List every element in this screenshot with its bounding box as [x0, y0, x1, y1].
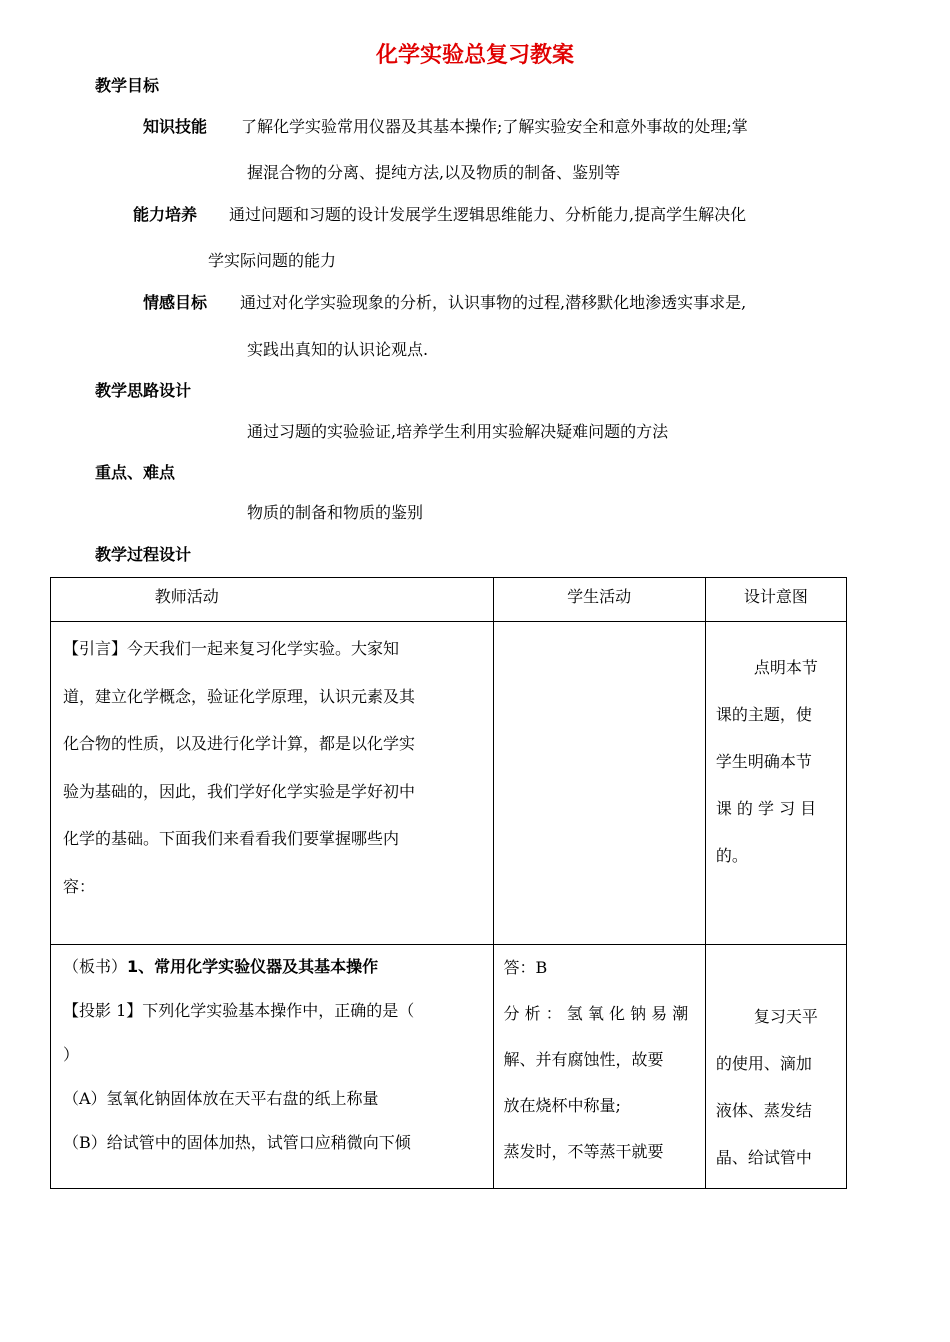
- knowledge-text-line2: 握混合物的分离、提纯方法,以及物质的制备、鉴别等: [247, 163, 621, 182]
- knowledge-text-line1: 了解化学实验常用仪器及其基本操作;了解实验安全和意外事故的处理;掌: [241, 117, 748, 136]
- student-text-line: 答：B: [503, 958, 548, 977]
- intent-text-line: 课的主题，使: [715, 705, 812, 724]
- process-heading: 教学过程设计: [95, 545, 192, 564]
- teacher-text-line: ）: [63, 1045, 80, 1064]
- document-title: 化学实验总复习教案: [375, 43, 574, 68]
- intent-text-line: 课 的 学 习 目: [715, 799, 817, 818]
- teacher-activity-cell: [51, 945, 494, 1189]
- student-activity-cell: [493, 622, 705, 945]
- teacher-text-line: 【引言】今天我们一起来复习化学实验。大家知: [63, 639, 400, 658]
- ability-text-line1: 通过问题和习题的设计发展学生逻辑思维能力、分析能力,提高学生解决化: [229, 205, 747, 224]
- design-intent-cell: [705, 945, 846, 1189]
- table-row: [51, 622, 847, 945]
- ability-label: 能力培养: [133, 205, 198, 224]
- intent-text-line: 液体、蒸发结: [715, 1101, 812, 1120]
- emotion-text-line2: 实践出真知的认识论观点.: [247, 340, 429, 359]
- teacher-text-line: 化学的基础。下面我们来看看我们要掌握哪些内: [63, 829, 400, 848]
- teacher-text-line: （B）给试管中的固体加热，试管口应稍微向下倾: [63, 1133, 411, 1152]
- intent-text-line: 学生明确本节: [715, 752, 812, 771]
- emotion-text-line1: 通过对化学实验现象的分析，认识事物的过程,潜移默化地渗透实事求是,: [240, 293, 747, 312]
- header-intent: 设计意图: [705, 578, 846, 622]
- emotion-label: 情感目标: [143, 293, 208, 312]
- teacher-text-line: 化合物的性质，以及进行化学计算，都是以化学实: [63, 734, 416, 753]
- process-table: [50, 577, 847, 1189]
- teacher-activity-cell: [51, 622, 494, 945]
- teacher-text-line: 【投影 1】下列化学实验基本操作中，正确的是（: [63, 1001, 415, 1020]
- intent-text-line: 的使用、滴加: [715, 1054, 812, 1073]
- board-note-line: [63, 945, 483, 989]
- design-text: 通过习题的实验验证,培养学生利用实验解决疑难问题的方法: [247, 422, 669, 441]
- intent-text-line: 晶、给试管中: [715, 1148, 812, 1167]
- teacher-text-line: （A）氢氧化钠固体放在天平右盘的纸上称量: [63, 1089, 379, 1108]
- student-text-line: 蒸发时，不等蒸干就要: [503, 1142, 664, 1161]
- header-student: 学生活动: [493, 578, 705, 622]
- intent-text-line: 点明本节: [753, 658, 818, 677]
- design-intent-cell: [705, 622, 846, 945]
- teacher-text-line: 容：: [63, 876, 96, 896]
- ability-text-line2: 学实际问题的能力: [208, 251, 337, 270]
- teacher-text-line: 道，建立化学概念，验证化学原理，认识元素及其: [63, 686, 416, 706]
- intent-text-line: 的。: [715, 846, 748, 865]
- knowledge-label: 知识技能: [143, 117, 208, 136]
- header-teacher: 教师活动: [51, 578, 494, 622]
- teaching-goals-heading: 教学目标: [95, 76, 160, 95]
- student-text-line: 解、并有腐蚀性，故要: [503, 1050, 664, 1069]
- design-heading: 教学思路设计: [95, 381, 192, 400]
- table-header-row: [51, 578, 847, 622]
- intent-text-line: 复习天平: [753, 1007, 818, 1026]
- table-row: [51, 945, 847, 1189]
- student-text-line: 放在烧杯中称量;: [503, 1096, 621, 1115]
- teacher-text-line: 验为基础的，因此，我们学好化学实验是学好初中: [63, 781, 416, 801]
- board-note-prefix: （板书）: [63, 957, 128, 976]
- board-note-title: 1、常用化学实验仪器及其基本操作: [127, 957, 379, 976]
- focus-text: 物质的制备和物质的鉴别: [247, 503, 424, 522]
- focus-heading: 重点、难点: [95, 463, 176, 482]
- student-activity-cell: [493, 945, 705, 1189]
- student-text-line: 分 析 ： 氢 氧 化 钠 易 潮: [503, 1004, 689, 1023]
